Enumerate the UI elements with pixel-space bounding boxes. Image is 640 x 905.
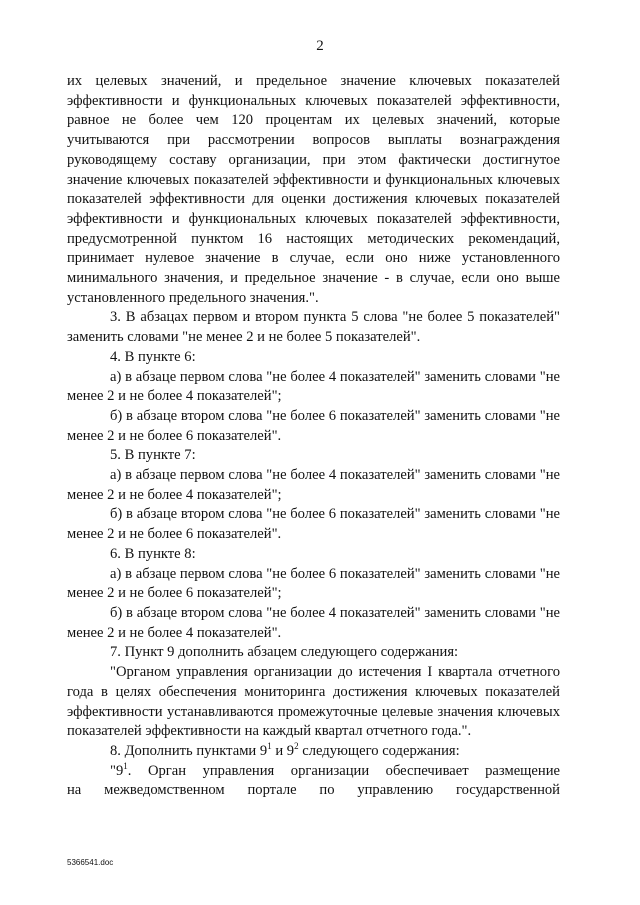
file-name-footer: 5366541.doc bbox=[67, 858, 114, 867]
superscript: 1 bbox=[267, 740, 272, 751]
paragraph: 4. В пункте 6: bbox=[110, 348, 196, 365]
text-run: следующего содержания: bbox=[298, 742, 460, 759]
superscript: 2 bbox=[294, 740, 299, 751]
paragraph: 5. В пункте 7: bbox=[110, 447, 196, 464]
paragraph: 6. В пункте 8: bbox=[110, 545, 196, 562]
paragraph: на межведомственном портале по управлению государственной bbox=[67, 782, 560, 799]
paragraph: их целевых значений, и предельное значение ключевых показателей эффективности и функциональных ключевых показателей эффективности, равное не более чем 120 процентам их целевых значений, которые учитываются при рассмотрении вопросов выплаты вознаграждения руководящему составу организации, при этом фактически достигнутое значение ключевых показателей эффективности и функциональных ключевых показателей эффективности для оценки достижения ключевых показателей эффективности и функциональных ключевых показателей эффективности, предусмотренной пунктом 16 настоящих методических рекомендаций, принимает нулевое значение в случае, если оно ниже установленного минимального значения, и предельное значение - в случае, если оно выше установленного предельного значения.". bbox=[67, 73, 560, 306]
paragraph: б) в абзаце втором слова "не более 6 показателей" заменить словами "не менее 2 и не более 6 показателей". bbox=[67, 506, 560, 543]
paragraph: а) в абзаце первом слова "не более 4 показателей" заменить словами "не менее 2 и не более 4 показателей"; bbox=[67, 368, 560, 405]
paragraph bbox=[67, 762, 560, 782]
paragraph: 7. Пункт 9 дополнить абзацем следующего содержания: bbox=[110, 644, 459, 661]
paragraph: б) в абзаце втором слова "не более 4 показателей" заменить словами "не менее 2 и не более 4 показателей". bbox=[67, 604, 560, 641]
paragraph: б) в абзаце втором слова "не более 6 показателей" заменить словами "не менее 2 и не более 6 показателей". bbox=[67, 407, 560, 444]
paragraph: 3. В абзацах первом и втором пункта 5 слова "не более 5 показателей" заменить словами "не менее 2 и не более 5 показателей". bbox=[67, 309, 560, 346]
paragraph: а) в абзаце первом слова "не более 4 показателей" заменить словами "не менее 2 и не более 4 показателей"; bbox=[67, 467, 560, 503]
paragraph: а) в абзаце первом слова "не более 6 показателей" заменить словами "не менее 2 и не более 6 показателей"; bbox=[67, 565, 560, 602]
text-run: . Орган управления организации обеспечивает размещение bbox=[127, 762, 560, 779]
paragraph: "Органом управления организации до истечения I квартала отчетного года в целях обеспечения мониторинга достижения ключевых показателей эффективности устанавливаются промежуточные целевые значения ключевых показателей эффективности на каждый квартал отчетного года.". bbox=[67, 664, 560, 740]
text-run: 8. Дополнить пунктами 9 bbox=[110, 742, 268, 759]
text-run: и 9 bbox=[271, 742, 295, 759]
text-run: "9 bbox=[110, 762, 124, 779]
superscript: 1 bbox=[123, 760, 128, 771]
page-number: 2 bbox=[316, 38, 324, 54]
paragraph bbox=[67, 742, 560, 762]
document-body bbox=[67, 72, 560, 801]
